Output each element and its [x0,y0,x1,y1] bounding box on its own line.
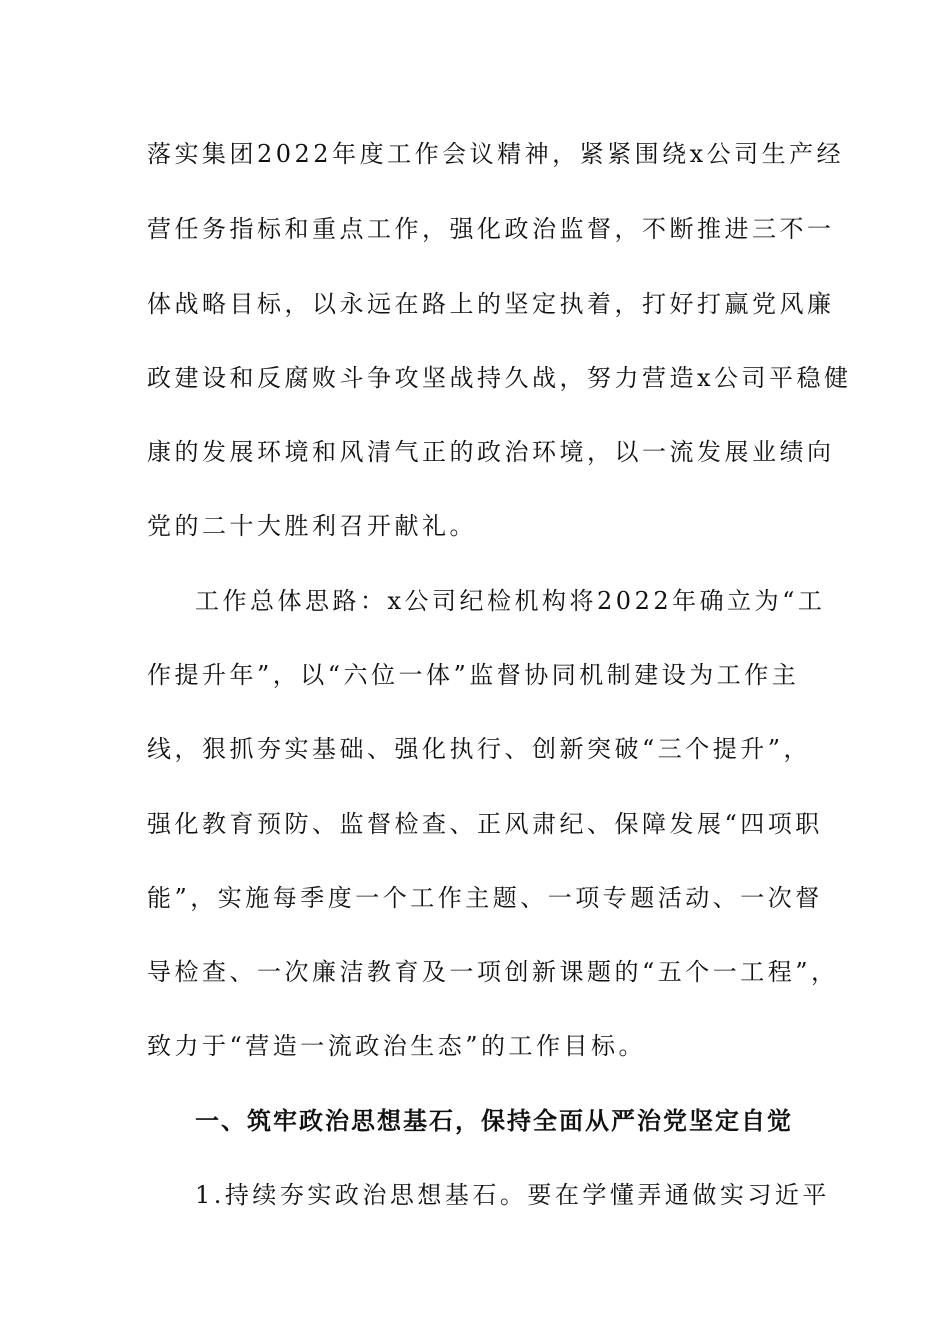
paragraph1-line-4: 政建设和反腐败斗争攻坚战持久战，努力营造x公司平稳健 [147,364,852,392]
paragraph1-line-1: 落实集团2022年度工作会议精神，紧紧围绕x公司生产经 [147,140,845,168]
item1-line-1: 1.持续夯实政治思想基石。要在学懂弄通做实习近平 [195,1181,830,1209]
paragraph2-line-4: 强化教育预防、监督检查、正风肃纪、保障发展“四项职 [147,810,823,838]
paragraph2-line-6: 导检查、一次廉洁教育及一项创新课题的“五个一工程”， [147,958,839,986]
paragraph1-line-6: 党的二十大胜利召开献礼。 [147,512,477,540]
paragraph1-line-3: 体战略目标，以永远在路上的坚定执着，打好打赢党风廉 [147,290,835,318]
paragraph2-line-2: 作提升年”，以“六位一体”监督协同机制建设为工作主 [147,661,800,689]
paragraph1-line-5: 康的发展环境和风清气正的政治环境，以一流发展业绩向 [147,438,835,466]
paragraph2-line-1: 工作总体思路：x公司纪检机构将2022年确立为“工 [195,587,826,615]
paragraph1-line-2: 营任务指标和重点工作，强化政治监督，不断推进三不一 [147,215,835,243]
section-heading: 一、筑牢政治思想基石，保持全面从严治党坚定自觉 [195,1107,793,1135]
paragraph2-line-7: 致力于“营造一流政治生态”的工作目标。 [147,1032,647,1060]
paragraph2-line-5: 能”，实施每季度一个工作主题、一项专题活动、一次督 [147,884,823,912]
paragraph2-line-3: 线，狠抓夯实基础、强化执行、创新突破“三个提升”， [147,735,812,763]
